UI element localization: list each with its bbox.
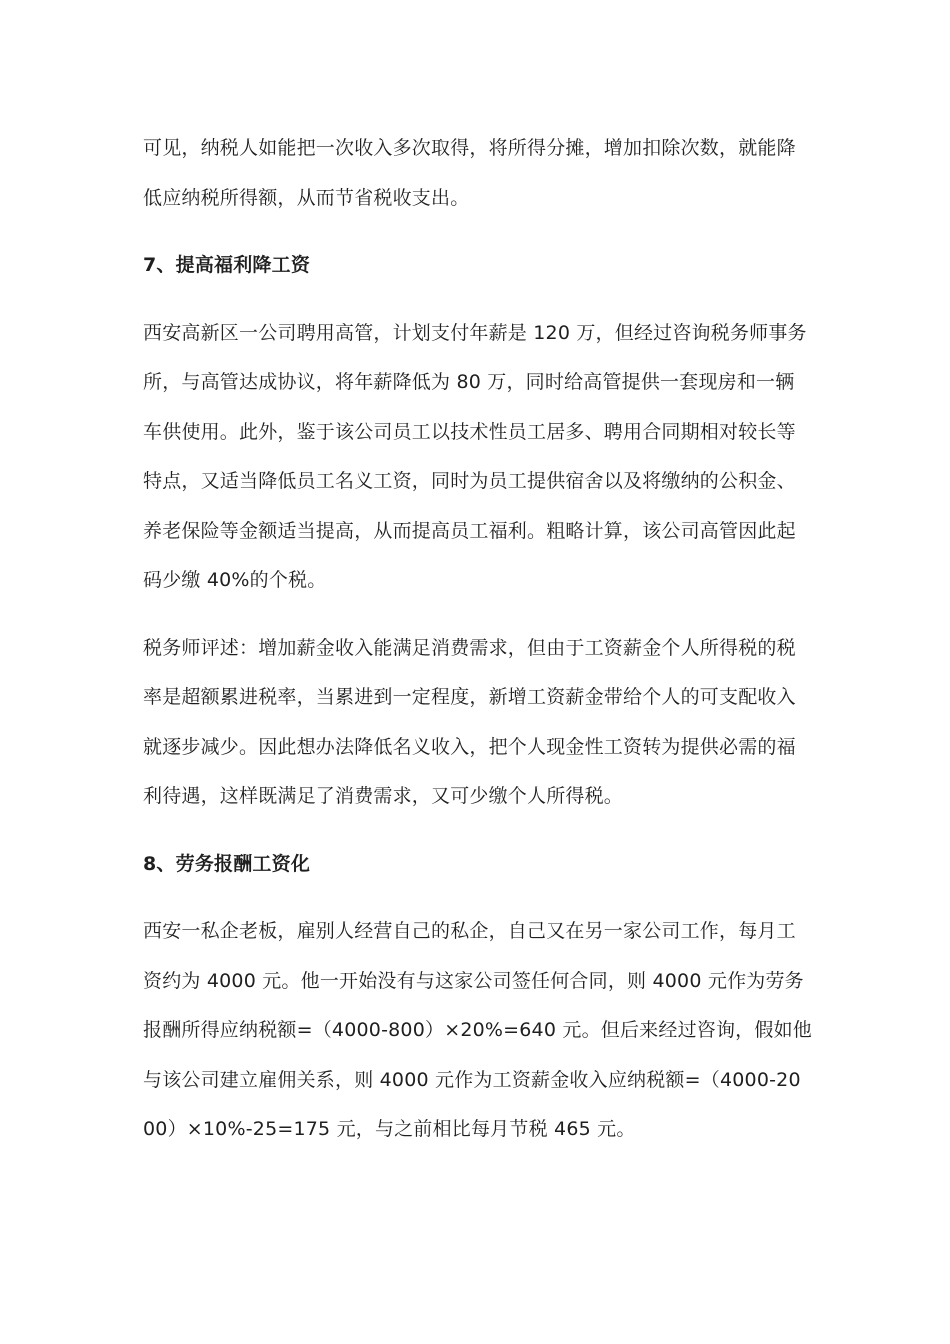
paragraph-xian-case-welfare: 西安高新区一公司聘用高管，计划支付年薪是 120 万，但经过咨询税务师事务所，与高管达成协议，将年薪降低为 80 万，同时给高管提供一套现房和一辆车供使用。此外，鉴于该公司员工以技术性员工居多、聘用合同期相对较长等特点，又适当降低员工名义工资，同时为员工提供宿舍以及将缴纳的公积金、养老保险等金额适当提高，从而提高员工福利。粗略计算，该公司高管因此起码少缴 40%的个税。 <box>143 321 807 591</box>
section-heading-8: 8、劳务报酬工资化 <box>143 852 311 875</box>
paragraph-income-split: 可见，纳税人如能把一次收入多次取得，将所得分摊，增加扣除次数，就能降低应纳税所得额，从而节省税收支出。 <box>143 137 796 209</box>
paragraph-xian-case-labor: 西安一私企老板，雇别人经营自己的私企，自己又在另一家公司工作，每月工资约为 4000 元。他一开始没有与这家公司签任何合同，则 4000 元作为劳务报酬所得应纳税额=（4000-800）×20%=640 元。但后来经过咨询，假如他与该公司建立雇佣关系，则 4000 元作为工资薪金收入应纳税额=（4000-2000）×10%-25=175 元，与之前相比每月节税 465 元。 <box>143 920 812 1140</box>
section-heading-7: 7、提高福利降工资 <box>143 254 311 276</box>
document-body <box>143 124 813 1173</box>
paragraph-tax-advisor-comment: 税务师评述：增加薪金收入能满足消费需求，但由于工资薪金个人所得税的税率是超额累进税率，当累进到一定程度，新增工资薪金带给个人的可支配收入就逐步减少。因此想办法降低名义收入，把个人现金性工资转为提供必需的福利待遇，这样既满足了消费需求，又可少缴个人所得税。 <box>143 636 796 807</box>
